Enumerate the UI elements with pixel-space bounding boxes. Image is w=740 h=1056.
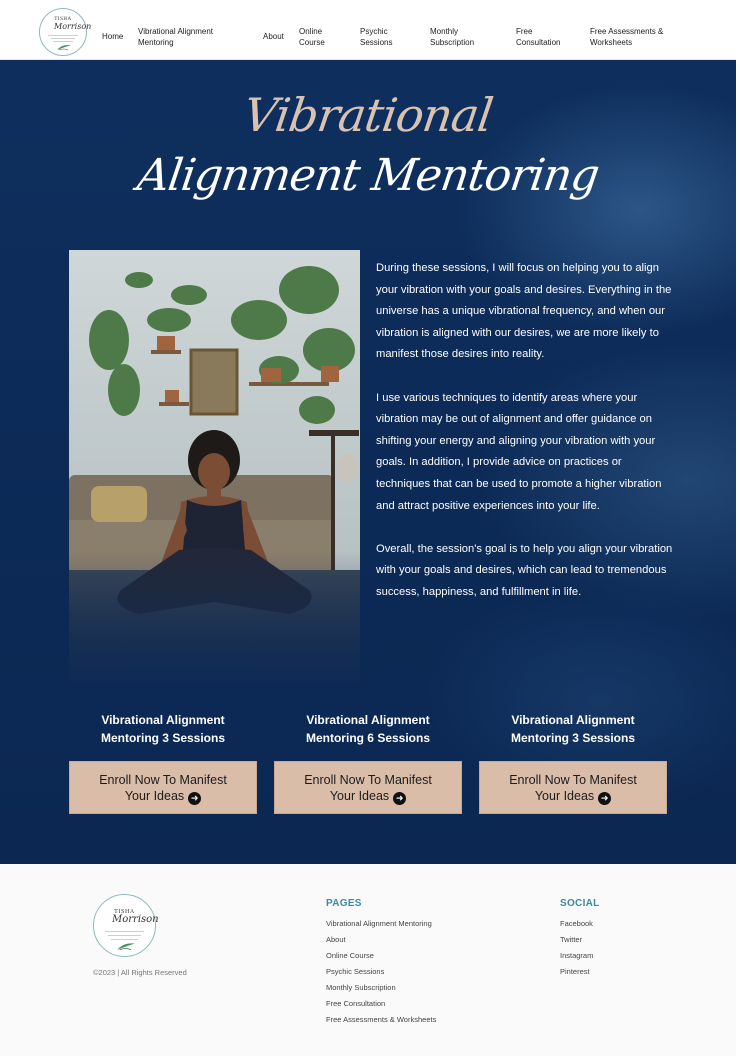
enroll-button-3-sessions-alt[interactable] [479,761,667,814]
footer-pages-heading: PAGES [326,898,362,909]
logo-divider [53,41,73,42]
enroll-button-6-sessions[interactable] [274,761,462,814]
package-title-line: Mentoring 6 Sessions [305,731,431,745]
nav-label: Monthly [430,27,459,36]
logo-divider [111,939,138,940]
meditating-woman-image [69,250,360,681]
cta-label: Enroll Now To Manifest [509,773,637,787]
footer-link-instagram[interactable]: Instagram [560,951,594,960]
package-title-line: Vibrational Alignment [511,713,635,727]
logo-name: TISHA [114,909,135,915]
logo-divider [105,931,144,932]
nav-label: Vibrational Alignment [138,27,214,36]
nav-label: Mentoring [138,38,174,47]
meditation-photo [69,250,360,681]
footer-link-twitter[interactable]: Twitter [560,935,583,944]
package-title [63,711,263,747]
footer-logo[interactable] [93,894,159,957]
copyright-text: ©2023 | All Rights Reserved [93,968,187,977]
package-title-line: Mentoring 3 Sessions [510,731,636,745]
description-paragraph: Overall, the session's goal is to help you align your vibration with your goals and desires, which can lead to tremendous success, happiness, and fulfillment in life. [376,542,673,598]
description-paragraph: During these sessions, I will focus on helping you to align your vibration with your goals and desires. Everything in the universe has a unique vibrational frequency, and when our vibration is aligned with our desires, we are more likely to manifest those desires into reality. [376,262,672,361]
nav-label: Worksheets [590,38,633,47]
footer-link-monthly-subscription[interactable]: Monthly Subscription [326,983,396,992]
nav-home[interactable]: Home [102,32,124,41]
package-title [268,711,468,747]
nav-free-assessments-worksheets[interactable] [590,26,663,48]
footer-link-vibrational-alignment-mentoring[interactable]: Vibrational Alignment Mentoring [326,919,432,928]
package-title-line: Mentoring 3 Sessions [100,731,226,745]
enroll-button-3-sessions[interactable] [69,761,257,814]
nav-label: Consultation [516,38,561,47]
nav-label: Free Assessments & [590,27,664,36]
site-logo[interactable] [39,8,92,56]
nav-label: Subscription [430,38,475,47]
nav-online-course[interactable] [299,26,325,48]
cta-label: Your Ideas [534,789,595,803]
leaf-icon [56,43,72,51]
leaf-icon [116,941,136,951]
nav-monthly-subscription[interactable] [430,26,474,48]
nav-label: Psychic [360,27,388,36]
nav-about[interactable]: About [263,32,284,41]
nav-label: Sessions [360,38,393,47]
logo-divider [51,38,75,39]
package-title-line: Vibrational Alignment [101,713,225,727]
footer-link-about[interactable]: About [326,935,346,944]
cta-label: Enroll Now To Manifest [99,773,227,787]
nav-label: Course [299,38,325,47]
nav-free-consultation[interactable] [516,26,560,48]
footer-link-free-assessments-worksheets[interactable]: Free Assessments & Worksheets [326,1015,437,1024]
nav-label: Free [516,27,533,36]
footer-link-facebook[interactable]: Facebook [560,919,593,928]
nav-vibrational-alignment-mentoring[interactable] [138,26,213,48]
arrow-right-circle-icon: ➜ [393,792,406,805]
package-title [473,711,673,747]
cta-label: Your Ideas [329,789,390,803]
footer-social-heading: SOCIAL [560,898,600,909]
page-title-line2: Alignment Mentoring [134,150,602,201]
footer-link-free-consultation[interactable]: Free Consultation [326,999,386,1008]
footer-link-online-course[interactable]: Online Course [326,951,374,960]
site-header [0,0,736,60]
cta-label: Your Ideas [124,789,185,803]
nav-label: Online [299,27,323,36]
cta-label: Enroll Now To Manifest [304,773,432,787]
description-paragraph: I use various techniques to identify areas where your vibration may be out of alignment and offer guidance on shifting your energy and aligning your vibration with your goals. In addition, I provide advice on practices or techniques that can be used to promote a higher vibration and attract positive experiences into your life. [376,391,662,512]
description-text [376,258,676,625]
page-title-line1: Vibrational [240,88,496,142]
footer-link-psychic-sessions[interactable]: Psychic Sessions [326,967,385,976]
logo-divider [108,935,141,936]
arrow-right-circle-icon: ➜ [188,792,201,805]
logo-script: Morrison [112,914,159,925]
logo-name: TISHA [54,17,72,22]
logo-divider [48,35,78,36]
site-footer [0,864,736,1056]
hero-section [0,60,736,864]
footer-link-pinterest[interactable]: Pinterest [560,967,590,976]
nav-psychic-sessions[interactable] [360,26,392,48]
package-title-line: Vibrational Alignment [306,713,430,727]
arrow-right-circle-icon: ➜ [598,792,611,805]
logo-script: Morrison [54,22,92,31]
